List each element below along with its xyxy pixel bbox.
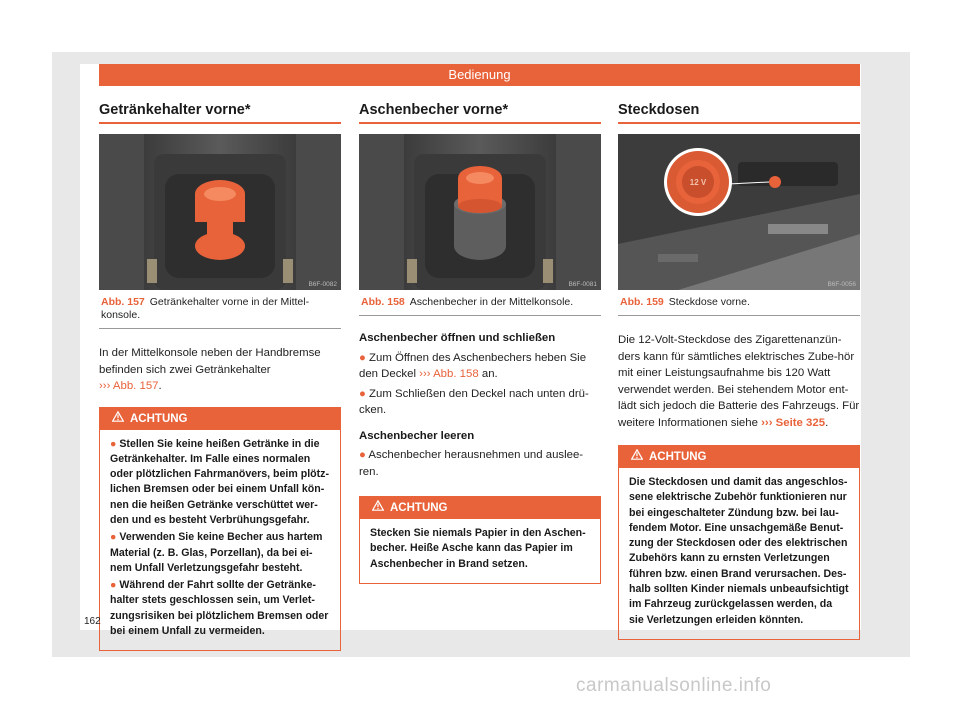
warning-box — [618, 445, 860, 640]
instruction-item: ● Zum Schließen den Deckel nach unten drü-cken. — [359, 387, 589, 416]
warning-title: ACHTUNG — [649, 451, 707, 463]
figure-caption-text: Steckdose vorne. — [668, 296, 750, 308]
subheading-empty: Aschenbecher leeren — [359, 429, 475, 442]
column-ashtray — [359, 100, 601, 584]
figure-caption — [99, 296, 341, 322]
warning-title: ACHTUNG — [390, 502, 448, 514]
warning-item: ● Verwenden Sie keine Becher aus hartem Material (z. B. Glas, Porzellan), da bei ei-nem Unfall Verletzungsgefahr besteht. — [110, 531, 323, 574]
warning-item: ● Während der Fahrt sollte der Getränke-halter stets geschlossen sein, um Verlet-zungsrisiken bei plötzlichem Bremsen oder bei einem Unfall zu vermeiden. — [110, 579, 329, 638]
warning-title: ACHTUNG — [130, 412, 188, 425]
section-title: Getränkehalter vorne* — [99, 102, 251, 118]
figure-label: Abb. 159 — [620, 296, 664, 308]
page-number: 162 — [84, 616, 101, 627]
cupholder-photo — [99, 134, 341, 290]
warning-header — [619, 446, 859, 468]
warning-box — [99, 407, 341, 652]
warning-header — [360, 497, 600, 519]
instruction-item: ● Zum Öffnen des Aschenbechers heben Sie den Deckel ››› Abb. 158 an. — [359, 351, 587, 380]
column-cupholder — [99, 100, 341, 651]
section-header: Bedienung — [99, 64, 860, 86]
intro-paragraph — [99, 345, 341, 395]
warning-triangle-icon — [631, 446, 643, 468]
figure-reference-link[interactable]: ››› Abb. 157 — [99, 380, 159, 392]
bullet-icon: ● — [359, 351, 370, 364]
bullet-icon: ● — [110, 579, 120, 592]
caption-rule — [618, 315, 860, 316]
section-title: Steckdosen — [618, 102, 700, 118]
section-title: Aschenbecher vorne* — [359, 102, 509, 118]
warning-header — [100, 408, 340, 430]
image-code: B6F-0082 — [308, 281, 337, 288]
caption-rule — [359, 315, 601, 316]
watermark: carmanualsonline.info — [576, 675, 772, 696]
figure-caption-text: Aschenbecher in der Mittelkonsole. — [409, 296, 574, 308]
warning-item: ● Stellen Sie keine heißen Getränke in die Getränkehalter. Im Falle eines normalen oder plötzlichen Fahrmanövers, beim plötz-lichen Bremsen oder bei einem Unfall kön-nen die heißen Getränke verschüttet wer-den und es besteht Verbrühungsgefahr. — [110, 437, 329, 526]
instruction-item: ● Aschenbecher herausnehmen und auslee-ren. — [359, 449, 584, 478]
column-sockets — [618, 100, 860, 640]
bullet-icon: ● — [110, 531, 120, 544]
cupholder-illustration — [99, 134, 341, 290]
warning-box — [359, 496, 601, 584]
ashtray-illustration — [359, 134, 601, 290]
figure-label: Abb. 158 — [361, 296, 405, 308]
image-code: B6F-0081 — [568, 281, 597, 288]
warning-body — [100, 430, 340, 651]
figure-label: Abb. 157 — [101, 296, 145, 308]
subheading-open-close: Aschenbecher öffnen und schließen — [359, 332, 556, 344]
title-rule — [618, 122, 860, 124]
page-reference-link[interactable]: ››› Seite 325 — [761, 416, 826, 429]
socket-illustration — [618, 134, 860, 290]
bullet-icon: ● — [359, 449, 369, 461]
warning-triangle-icon — [112, 408, 124, 430]
warning-body — [619, 468, 859, 639]
warning-text: Stecken Sie niemals Papier in den Aschen-becher. Heiße Asche kann das Papier im Aschenbecher in Brand setzen. — [370, 527, 586, 570]
title-rule — [99, 122, 341, 124]
figure-caption — [359, 296, 601, 309]
ashtray-photo — [359, 134, 601, 290]
socket-voltage-label: 12 V — [689, 178, 707, 187]
figure-reference-link[interactable]: ››› Abb. 158 — [419, 368, 479, 380]
sockets-paragraph: Die 12-Volt-Steckdose des Zigarettenanzün-ders kann für sämtliches elektrisches Zube-hör mit einer Leistungsaufnahme bis 120 Watt verwendet werden. Bei stehendem Motor ent-lädt sich jedoch die Batterie des Fahrzeugs. Für weitere Informationen siehe ››› Seite 325. — [618, 334, 860, 429]
warning-body — [360, 519, 600, 583]
warning-triangle-icon — [372, 497, 384, 519]
title-rule — [359, 122, 601, 124]
bullet-icon: ● — [110, 437, 120, 450]
figure-caption-text: Getränkehalter vorne in der Mittel-konsole. — [101, 296, 310, 321]
intro-text: In der Mittelkonsole neben der Handbremse befinden sich zwei Getränkehalter — [99, 347, 321, 376]
ashtray-instructions — [359, 330, 601, 480]
intro-end: . — [158, 380, 162, 392]
caption-rule — [99, 328, 341, 329]
warning-text: Die Steckdosen und damit das angeschlos-sene elektrische Zubehör funktionieren nur bei eingeschalteter Zündung bzw. bei lau-fendem Motor. Eine unsachgemäße Benut-zung der Steckdosen oder des elektrischen Zubehörs kann zu ernsten Verletzungen führen bzw. einen Brand verursachen. Des-halb sollten Kinder niemals unbeaufsichtigt im Fahrzeug zurückgelassen werden, da sie Verletzungen erleiden könnten. — [629, 476, 849, 626]
sockets-text: Die 12-Volt-Steckdose des Zigarettenanzün-ders kann für sämtliches elektrisches Zube-hör mit einer Leistungsaufnahme bis 120 Watt verwendet werden. Bei stehendem Motor ent-lädt sich jedoch die Batterie des Fahrzeugs. Für weitere Informationen siehe — [618, 334, 860, 429]
image-code: B6F-0056 — [827, 281, 856, 288]
figure-caption — [618, 296, 860, 309]
socket-photo — [618, 134, 860, 290]
bullet-icon: ● — [359, 387, 370, 400]
